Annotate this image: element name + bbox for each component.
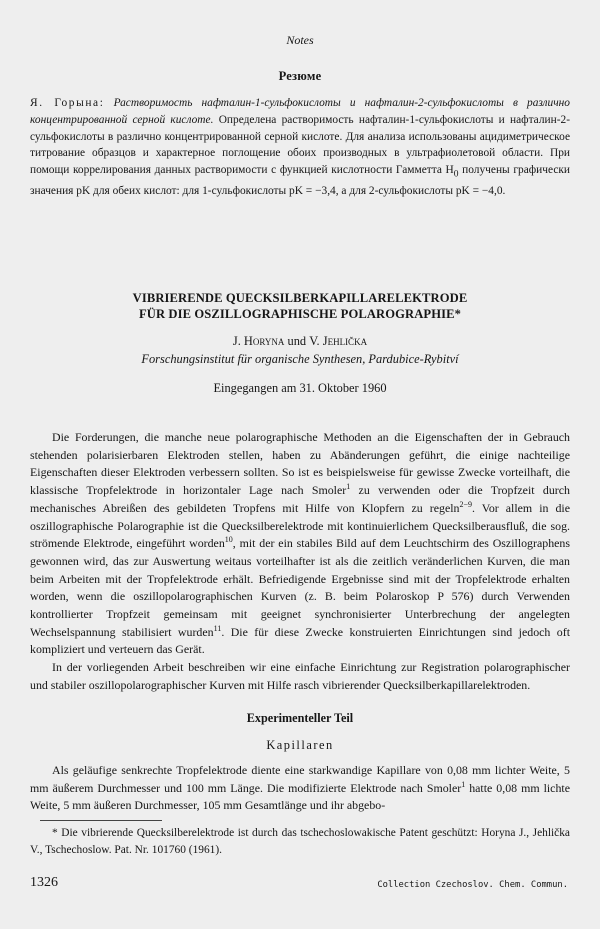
ref-2-9: 2−9 [459, 499, 472, 509]
article-title [30, 291, 570, 322]
author-1: J. Horyna [232, 334, 285, 348]
article-authors [30, 334, 570, 349]
author-conjunction: und [287, 334, 307, 348]
article-title-line-2: FÜR DIE OSZILLOGRAPHISCHE POLAROGRAPHIE* [138, 306, 462, 321]
ref-11: 11 [213, 623, 222, 633]
body-p1-part-d: , mit der ein stabiles Bild auf dem Leuchtschirm des Oszillographens gewonnen wird, das zur Auswertung weitaus vorteilhafter ist als die zeitlich veränderlichen Kurven, die man beim Arbeiten mit der Tropfelektrode erhält. Befriedigende Ergebnisse sind mit der Tropfelektrode erhalten worden, wenn die oszillopolarographischen Kurven (z. B. beim Polaroskop P 576) durch Verwenden kontrollierter Tropfzeit gemeinsam mit geeignet synchronisierter Unterbrechung der angelegten Wechselspannung stabilisiert wurden [30, 536, 570, 639]
ref-1-b: 1 [461, 779, 466, 789]
ref-10: 10 [224, 535, 233, 545]
experimental-paragraph [30, 762, 570, 815]
page-number: 1326 [30, 875, 58, 890]
article-title-line-1: VIBRIERENDE QUECKSILBERKAPILLARELEKTRODE [132, 291, 468, 305]
footnote [30, 825, 570, 858]
article-body [30, 429, 570, 695]
article-institute: Forschungsinstitut für organische Synthesen, Pardubice-Rybitví [141, 352, 459, 366]
page-content [30, 22, 570, 902]
experimental-body [30, 762, 570, 815]
ref-1: 1 [346, 482, 351, 492]
author-2: V. Jehlička [309, 334, 368, 348]
footnote-rule [40, 820, 162, 821]
resume-title: Растворимость нафталин-1-сульфокислоты и нафталин-2-сульфокислоты в различно концентрированной серной кислоте. [30, 97, 570, 126]
journal-name: Collection Czechoslov. Chem. Commun. [377, 880, 568, 890]
received-date: Eingegangen am 31. Oktober 1960 [213, 381, 387, 395]
body-p1-part-e: . Die für diese Zwecke konstruierten Einrichtungen sind jedoch oft kompliziert und verteuern das Gerät. [30, 624, 570, 657]
resume-h-subscript: 0 [453, 169, 459, 180]
experimental-part-a: Als geläufige senkrechte Tropfelektrode diente eine starkwandige Kapillare von 0,08 mm lichter Weite, 5 mm äußerem Durchmesser und 100 mm Länge. Die modifizierte Elektrode nach Smoler [30, 763, 570, 795]
body-p1-part-b: zu verwenden oder die Tropfzeit durch mechanisches Abreißen des gebildeten Tropfens mit Hilfe von Klopfern zu regeln [30, 483, 570, 515]
resume-heading: Резюме [278, 69, 322, 83]
body-p1-part-a: Die Forderungen, die manche neue polarographische Methoden an die Eigenschaften der in Gebrauch stehenden polarisierbaren Elektroden stellen, haben zu Abänderungen geführt, die einige nachteilige Eigenschaften dieser Elektroden verbessern sollten. So ist es beispielsweise für gewisse Zwecke vorteilhaft, die klassische Tropfelektrode in horizontaler Lage nach Smoler [30, 430, 570, 498]
running-head: Notes [286, 33, 314, 47]
experimental-part-b: hatte 0,08 mm lichte Weite, 5 mm äußeren Durchmesser, 105 mm Gesamtlänge und ihr abgebo- [30, 780, 570, 813]
body-p1-part-c: . Vor allem in die oszillographische Polarographie ist die Quecksilberelektrode mit kontinuierlichem Quecksilberausfluß, die sog. strömende Elektrode, eingeführt worden [30, 500, 570, 551]
subsection-heading: Kapillaren [266, 738, 334, 752]
body-paragraph-2: In der vorliegenden Arbeit beschreiben wir eine einfache Einrichtung zur Registration polarographischer und stabiler oszillopolarographischer Kurven mit Hilfe rasch vibrierender Quecksilberkapillarelektroden. [30, 660, 570, 692]
resume-paragraph [30, 95, 570, 200]
body-paragraph-1 [30, 429, 570, 659]
section-heading: Experimenteller Teil [246, 711, 354, 725]
resume-body-end: получены графически значения pK для обеих кислот: для 1-сульфокислоты pK = −3,4, а для 2-сульфокислоты pK = −4,0. [30, 164, 570, 198]
resume-body: Определена растворимость нафталин-1-сульфокислоты и нафталин-2-сульфокислоты в различно концентрированной серной кислоте. Для анализа использованы ацидиметрическое титрование образцов и характерное поглощение обоих производных в ультрафиолетовой области. При помощи коррелирования данных растворимости с функцией кислотности Гамметта H [30, 113, 570, 177]
footnote-text: * Die vibrierende Quecksilberelektrode ist durch das tschechoslowakische Patent geschützt: Horyna J., Jehlička V., Tschechoslow. Pat. Nr. 101760 (1961). [30, 827, 570, 856]
resume-author: Я. Горына: [30, 97, 105, 109]
